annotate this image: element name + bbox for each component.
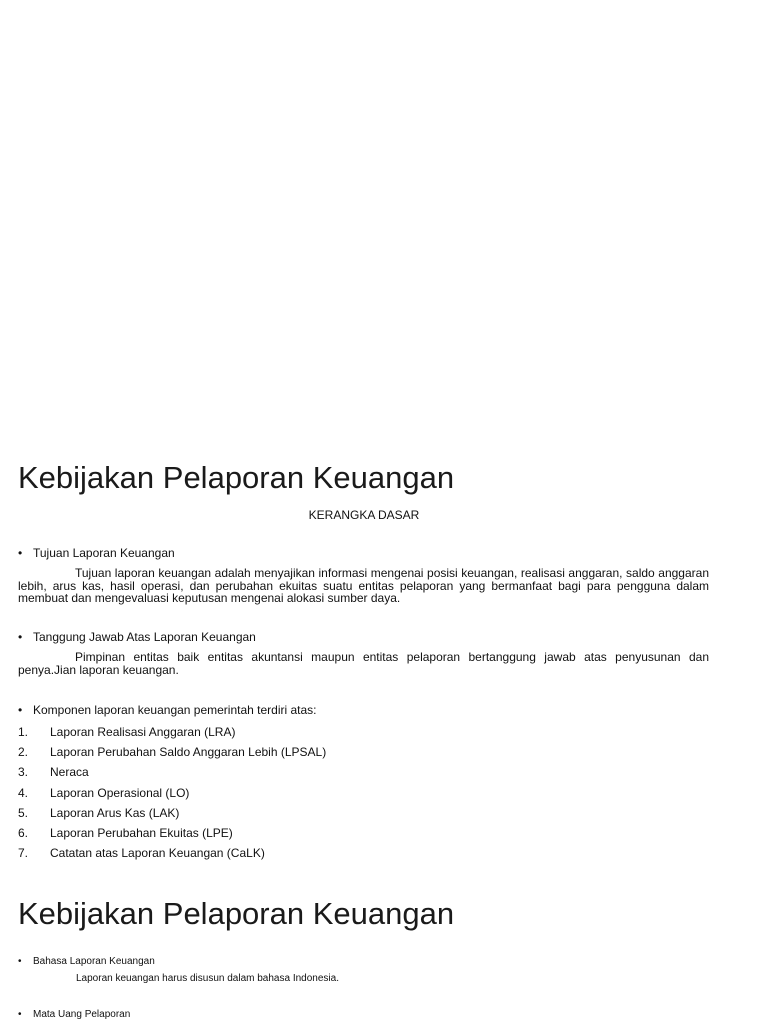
bullet-heading: Komponen laporan keuangan pemerintah terdiri atas:	[33, 703, 317, 717]
list-number: 6.	[18, 825, 29, 840]
list-text: Catatan atas Laporan Keuangan (CaLK)	[50, 846, 265, 861]
bullet-dot-icon: •	[18, 703, 23, 717]
bullet-dot-icon: •	[18, 546, 23, 560]
bullet-dot-icon: •	[18, 1009, 22, 1020]
list-item	[18, 823, 326, 843]
list-item	[18, 783, 326, 803]
list-item	[18, 843, 326, 863]
list-number: 2.	[18, 745, 29, 760]
list-item	[18, 742, 326, 762]
slide-title: Kebijakan Pelaporan Keuangan	[18, 896, 455, 931]
bullet-heading: Mata Uang Pelaporan	[33, 1009, 131, 1020]
bullet-heading: Bahasa Laporan Keuangan	[33, 956, 155, 967]
list-item	[18, 722, 326, 742]
bullet-tanggung-jawab	[18, 629, 256, 645]
paragraph-tujuan-laporan: Tujuan laporan keuangan adalah menyajikan informasi mengenai posisi keuangan, realisasi anggaran, saldo anggaran lebih, arus kas, hasil operasi, dan perubahan ekuitas suatu entitas pelaporan yang bermanfaat bagi para pengguna dalam membuat dan mengevaluasi keputusan mengenai alokasi sumber daya.	[18, 566, 709, 605]
bullet-komponen-laporan	[18, 702, 317, 718]
bullet-dot-icon: •	[18, 630, 23, 644]
paragraph-bahasa-laporan: Laporan keuangan harus disusun dalam bahasa Indonesia.	[76, 973, 339, 984]
bullet-heading: Tujuan Laporan Keuangan	[33, 546, 175, 560]
bullet-tujuan-laporan	[18, 545, 175, 561]
list-item	[18, 762, 326, 782]
bullet-bahasa-laporan	[18, 955, 155, 969]
list-text: Laporan Perubahan Saldo Anggaran Lebih (LPSAL)	[50, 745, 327, 760]
list-text: Neraca	[50, 765, 89, 780]
list-text: Laporan Operasional (LO)	[50, 785, 190, 800]
list-text: Laporan Arus Kas (LAK)	[50, 805, 180, 820]
list-text: Laporan Realisasi Anggaran (LRA)	[50, 725, 236, 739]
paragraph-tanggung-jawab: Pimpinan entitas baik entitas akuntansi maupun entitas pelaporan bertanggung jawab atas penyusunan dan penya.Jian laporan keuangan.	[18, 650, 709, 677]
list-number: 4.	[18, 785, 29, 800]
slide-kerangka-dasar	[0, 452, 768, 872]
list-number: 5.	[18, 805, 29, 820]
list-item	[18, 803, 326, 823]
list-number: 3.	[18, 765, 29, 780]
list-text: Laporan Perubahan Ekuitas (LPE)	[50, 825, 233, 840]
slide-bahasa-mata-uang	[0, 888, 768, 1024]
bullet-dot-icon: •	[18, 956, 22, 967]
list-number: 7.	[18, 846, 29, 861]
slide-title: Kebijakan Pelaporan Keuangan	[18, 460, 455, 495]
bullet-heading: Tanggung Jawab Atas Laporan Keuangan	[33, 630, 256, 644]
list-number: 1.	[18, 725, 29, 739]
bullet-mata-uang	[18, 1008, 130, 1022]
komponen-list	[18, 722, 326, 863]
slide-subtitle: KERANGKA DASAR	[308, 508, 420, 522]
